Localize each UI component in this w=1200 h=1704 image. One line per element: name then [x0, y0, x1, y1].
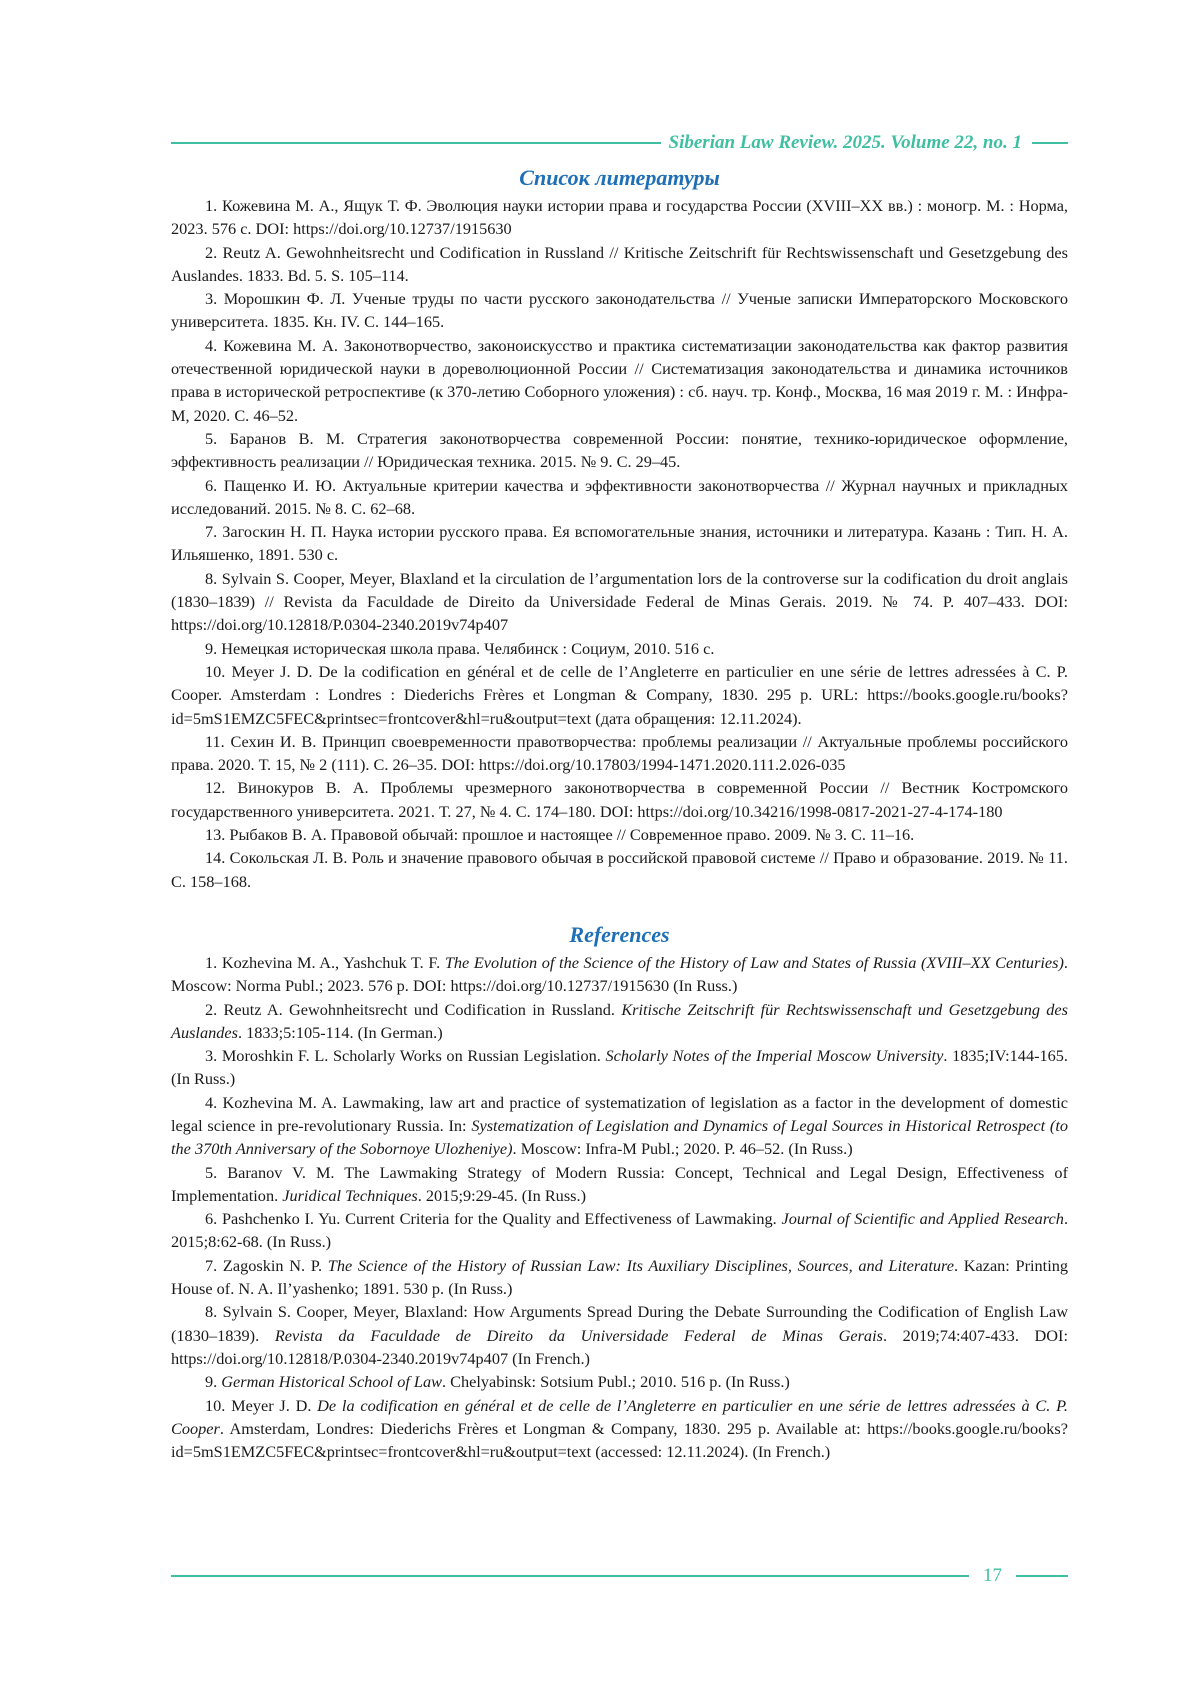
reference-text-segment: 11. Сехин И. В. Принцип своевременности правотворчества: проблемы реализации // Актуальные проблемы российского права. 2020. Т. 15, № 2 (111). С. 26–35. DOI: https://doi.org/10.17803/1994-1471.2020.111.2.026-035 [171, 731, 1068, 775]
footer-rule-left [171, 1575, 969, 1577]
reference-text-segment: 8. Sylvain S. Cooper, Meyer, Blaxland et la circulation de l’argumentation lors de la controverse sur la codification du droit anglais (1830–1839) // Revista da Faculdade de Direito da Universidade Federal de Minas Gerais. 2019. № 74. P. 407–433. DOI: https://doi.org/10.12818/P.0304-2340.2019v74p407 [171, 568, 1068, 635]
reference-text-segment: Scholarly Notes of the Imperial Moscow University [605, 1046, 944, 1066]
reference-item [171, 427, 1068, 474]
reference-text-segment: 8. Sylvain S. Cooper, Meyer, Blaxland: How Arguments Spread During the Debate Surrounding the Codification of English Law (1830–1839). [171, 1302, 1068, 1345]
reference-text-segment: The Science of the History of Russian Law: Its Auxiliary Disciplines, Sources, and Literature [327, 1255, 954, 1275]
reference-text-segment: De la codification en général et de celle de l’Angleterre en particulier en une série de lettres adressées à C. P. Cooper [171, 1395, 1068, 1438]
header-rule-left [171, 142, 661, 144]
reference-item [171, 334, 1068, 427]
reference-item [171, 1091, 1068, 1161]
reference-text-segment: . Chelyabinsk: Sotsium Publ.; 2010. 516 p. (In Russ.) [442, 1372, 790, 1392]
reference-text-segment: 5. Баранов В. М. Стратегия законотворчества современной России: понятие, технико-юридическое оформление, эффективность реализации // Юридическая техника. 2015. № 9. С. 29–45. [171, 428, 1068, 472]
section-title-russian: Список литературы [519, 165, 720, 190]
reference-text-segment: . Moscow: Infra-M Publ.; 2020. P. 46–52. (In Russ.) [512, 1139, 853, 1159]
page-number: 17 [983, 1565, 1002, 1586]
section-references [171, 921, 1068, 1464]
footer-rule-right [1016, 1575, 1068, 1577]
reference-item [171, 1207, 1068, 1254]
reference-item [171, 660, 1068, 730]
reference-text-segment: . 1833;5:105-114. (In German.) [237, 1022, 443, 1042]
reference-text-segment: 3. Морошкин Ф. Л. Ученые труды по части русского законодательства // Ученые записки Императорского Московского университета. 1835. Кн. IV. С. 144–165. [171, 289, 1068, 332]
main-content [171, 164, 1068, 1463]
running-header [171, 131, 1068, 155]
reference-text-segment: 13. Рыбаков В. А. Правовой обычай: прошлое и настоящее // Современное право. 2009. № 3. С. 11–16. [205, 825, 915, 845]
reference-text-segment: 9. Немецкая историческая школа права. Челябинск : Социум, 2010. 516 с. [205, 638, 715, 658]
reference-text-segment: Kritische Zeitschrift für Rechtswissenschaft und Gesetzgebung des Auslandes [171, 999, 1068, 1042]
reference-item [171, 730, 1068, 777]
reference-text-segment: 5. Baranov V. M. The Lawmaking Strategy of Modern Russia: Concept, Technical and Legal Design, Effectiveness of Implementation. [171, 1162, 1068, 1205]
reference-text-segment: 9. [205, 1372, 222, 1392]
reference-item [171, 1044, 1068, 1091]
reference-item [171, 846, 1068, 893]
reference-item [171, 1394, 1068, 1464]
reference-text-segment: 10. Meyer J. D. De la codification en général et de celle de l’Angleterre en particulier en une série de lettres adressées à C. P. Cooper. Amsterdam : Londres : Diederichs Frères et Longman & Company, 1830. 295 p. URL: https://books.google.ru/books?id=5mS1EMZC5FEC&printsec=frontcover&hl=ru&output=text (дата обращения: 12.11.2024). [171, 661, 1068, 728]
section-title-references: References [569, 921, 670, 947]
reference-text-segment: 4. Кожевина М. А. Законотворчество, законоискусство и практика систематизации законодательства как фактор развития отечественной юридической науки в дореволюционной России // Систематизация законодательства и динамика источников права в исторической ретроспективе (к 370-летию Соборного уложения) : сб. науч. тр. Конф., Москва, 16 мая 2019 г. М. : Инфра-М, 2020. С. 46–52. [171, 335, 1068, 425]
section-russian-literature [171, 164, 1068, 893]
reference-text-segment: . 2015;8:62-68. (In Russ.) [171, 1209, 1069, 1252]
reference-item [171, 474, 1068, 521]
reference-item [171, 637, 1068, 660]
reference-item [171, 1254, 1068, 1301]
reference-text-segment: 7. Загоскин Н. П. Наука истории русского права. Ея вспомогательные знания, источники и литература. Казань : Тип. Н. А. Ильяшенко, 1891. 530 с. [171, 522, 1068, 565]
reference-text-segment: 2. Reutz A. Gewohnheitsrecht und Codification in Russland // Kritische Zeitschrift für Rechtswissenschaft und Gesetzgebung des Auslandes. 1833. Bd. 5. S. 105–114. [171, 242, 1068, 285]
header-rule-right [1032, 142, 1068, 144]
reference-text-segment: 14. Сокольская Л. В. Роль и значение правового обычая в российской правовой системе // Право и образование. 2019. № 11. С. 158–168. [171, 848, 1068, 891]
running-title: Siberian Law Review. 2025. Volume 22, no. 1 [668, 132, 1022, 153]
reference-item [171, 823, 1068, 846]
reference-text-segment: 4. Kozhevina M. A. Lawmaking, law art and practice of systematization of legislation as a factor in the development of domestic legal science in pre-revolutionary Russia. In: [171, 1092, 1068, 1135]
reference-text-segment: 1. Кожевина М. А., Ящук Т. Ф. Эволюция науки истории права и государства России (XVIII–XX вв.) : моногр. М. : Норма, 2023. 576 с. DOI: https://doi.org/10.12737/1915630 [171, 196, 1068, 239]
reference-text-segment: German Historical School of Law [221, 1372, 442, 1392]
reference-text-segment: 6. Пащенко И. Ю. Актуальные критерии качества и эффективности законотворчества // Журнал научных и прикладных исследований. 2015. № 8. С. 62–68. [171, 475, 1068, 518]
reference-text-segment: 3. Moroshkin F. L. Scholarly Works on Russian Legislation. [205, 1046, 606, 1066]
reference-text-segment: . Kazan: Printing House of. N. A. Il’yashenko; 1891. 530 p. (In Russ.) [171, 1255, 1069, 1299]
reference-item [171, 1370, 1068, 1393]
reference-item [171, 776, 1068, 823]
reference-text-segment: . 2015;9:29-45. (In Russ.) [417, 1185, 586, 1205]
reference-text-segment: 10. Meyer J. D. [205, 1395, 318, 1415]
reference-text-segment: Revista da Faculdade de Direito da Universidade Federal de Minas Gerais [274, 1325, 883, 1345]
reference-text-segment: 12. Винокуров В. А. Проблемы чрезмерного законотворчества в современной России // Вестник Костромского государственного университета. 2021. Т. 27, № 4. С. 174–180. DOI: https://doi.org/10.34216/1998-0817-2021-27-4-174-180 [171, 778, 1068, 821]
reference-text-segment: 7. Zagoskin N. P. [205, 1255, 328, 1275]
reference-item [171, 1161, 1068, 1208]
reference-item [171, 241, 1068, 288]
reference-item [171, 998, 1068, 1045]
reference-list-english [171, 951, 1068, 1464]
reference-text-segment: 1. Kozhevina M. A., Yashchuk T. F. [205, 952, 445, 972]
reference-text-segment: Juridical Techniques [282, 1185, 418, 1205]
reference-text-segment: Systematization of Legislation and Dynamics of Legal Sources in Historical Retrospect (to the 370th Anniversary of the Sobornoye Ulozheniye) [171, 1115, 1068, 1159]
reference-text-segment: The Evolution of the Science of the History of Law and States of Russia (XVIII–XX Centuries) [444, 952, 1064, 972]
reference-text-segment: 2. Reutz A. Gewohnheitsrecht und Codification in Russland. [205, 999, 622, 1019]
reference-text-segment: . Amsterdam, Londres: Diederichs Frères et Longman & Company, 1830. 295 p. Available at: https://books.google.ru/books?id=5mS1EMZC5FEC&printsec=frontcover&hl=ru&output=text (accessed: 12.11.2024). (In French.) [171, 1418, 1068, 1462]
reference-list-russian [171, 194, 1068, 893]
reference-item [171, 520, 1068, 567]
reference-item [171, 951, 1068, 998]
page-footer [171, 1565, 1068, 1587]
reference-text-segment: . Moscow: Norma Publ.; 2023. 576 p. DOI: https://doi.org/10.12737/1915630 (In Russ.) [171, 952, 1068, 996]
reference-item [171, 567, 1068, 637]
reference-text-segment: 6. Pashchenko I. Yu. Current Criteria for the Quality and Effectiveness of Lawmaking. [205, 1209, 782, 1229]
reference-text-segment: . 2019;74:407-433. DOI: https://doi.org/10.12818/P.0304-2340.2019v74p407 (In French.) [171, 1325, 1069, 1368]
reference-item [171, 287, 1068, 334]
reference-item [171, 1300, 1068, 1370]
reference-item [171, 194, 1068, 241]
reference-text-segment: Journal of Scientific and Applied Research [781, 1209, 1064, 1229]
reference-text-segment: . 1835;IV:144-165. (In Russ.) [171, 1046, 1068, 1089]
